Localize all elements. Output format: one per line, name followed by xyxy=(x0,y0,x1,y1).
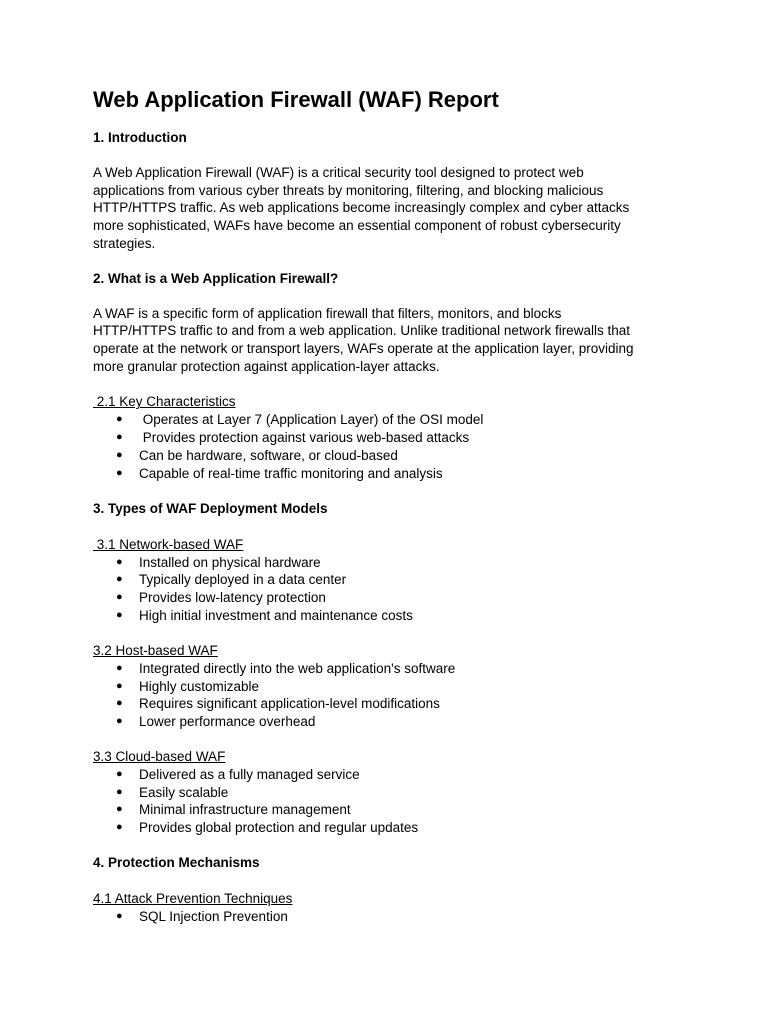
list-item: ● Highly customizable xyxy=(116,678,260,694)
attack-prevention-list xyxy=(93,908,693,926)
document-page xyxy=(93,84,693,926)
paragraph-line: strategies. xyxy=(93,235,156,251)
host-based-list xyxy=(93,660,693,731)
key-characteristics-list xyxy=(93,411,693,482)
list-item: ● Minimal infrastructure management xyxy=(116,802,351,818)
what-is-waf-paragraph xyxy=(93,305,693,376)
cloud-based-list xyxy=(93,766,693,837)
bullet-icon: ● xyxy=(116,697,123,710)
list-item: ● Requires significant application-level modifications xyxy=(116,696,440,712)
list-item: ● Provides protection against various web-based attacks xyxy=(116,430,470,446)
paragraph-line: more granular protection against application-layer attacks. xyxy=(93,358,440,374)
bullet-icon: ● xyxy=(116,555,123,568)
section-heading-deployment-models: 3. Types of WAF Deployment Models xyxy=(93,500,328,516)
bullet-icon: ● xyxy=(116,431,123,444)
list-item: ● Typically deployed in a data center xyxy=(116,572,347,588)
paragraph-line: applications from various cyber threats by monitoring, filtering, and blocking malicious xyxy=(93,182,604,198)
list-item: ● Easily scalable xyxy=(116,784,229,800)
document-title: Web Application Firewall (WAF) Report xyxy=(93,87,499,112)
subsection-title-network-based: 3.1 Network-based WAF xyxy=(93,536,244,552)
introduction-paragraph xyxy=(93,164,693,253)
subsection-title-host-based: 3.2 Host-based WAF xyxy=(93,642,218,658)
bullet-icon: ● xyxy=(116,910,123,923)
subsection-title-cloud-based: 3.3 Cloud-based WAF xyxy=(93,748,226,764)
list-item: ● Capable of real-time traffic monitoring and analysis xyxy=(116,465,443,481)
list-item: ● Provides global protection and regular updates xyxy=(116,820,419,836)
paragraph-line: A WAF is a specific form of application firewall that filters, monitors, and blocks xyxy=(93,305,562,321)
bullet-icon: ● xyxy=(116,785,123,798)
list-item: ● High initial investment and maintenance costs xyxy=(116,607,413,623)
bullet-icon: ● xyxy=(116,448,123,461)
paragraph-line: operate at the network or transport layers, WAFs operate at the application layer, providing xyxy=(93,340,634,356)
list-item: ● Lower performance overhead xyxy=(116,714,316,730)
section-heading-introduction: 1. Introduction xyxy=(93,130,187,145)
paragraph-line: HTTP/HTTPS traffic. As web applications become increasingly complex and cyber attacks xyxy=(93,200,630,216)
subsection-title-attack-prevention: 4.1 Attack Prevention Techniques xyxy=(93,891,293,907)
list-item: ● Delivered as a fully managed service xyxy=(116,766,360,782)
bullet-icon: ● xyxy=(116,608,123,621)
network-based-list xyxy=(93,554,693,625)
paragraph-line: HTTP/HTTPS traffic to and from a web application. Unlike traditional network firewalls that xyxy=(93,323,630,339)
list-item: ● SQL Injection Prevention xyxy=(116,909,288,925)
bullet-icon: ● xyxy=(116,767,123,780)
bullet-icon: ● xyxy=(116,661,123,674)
bullet-icon: ● xyxy=(116,466,123,479)
list-item: ● Integrated directly into the web application's software xyxy=(116,660,456,676)
bullet-icon: ● xyxy=(116,821,123,834)
section-heading-protection-mechanisms: 4. Protection Mechanisms xyxy=(93,855,260,871)
bullet-icon: ● xyxy=(116,413,123,426)
bullet-icon: ● xyxy=(116,715,123,728)
subsection-title-key-characteristics: 2.1 Key Characteristics xyxy=(93,394,236,410)
bullet-icon: ● xyxy=(116,679,123,692)
list-item: ● Can be hardware, software, or cloud-based xyxy=(116,447,398,463)
bullet-icon: ● xyxy=(116,591,123,604)
bullet-icon: ● xyxy=(116,803,123,816)
section-heading-what-is-waf: 2. What is a Web Application Firewall? xyxy=(93,270,339,286)
list-item: ● Provides low-latency protection xyxy=(116,590,326,606)
bullet-icon: ● xyxy=(116,573,123,586)
list-item: ● Operates at Layer 7 (Application Layer) of the OSI model xyxy=(116,412,484,428)
paragraph-line: A Web Application Firewall (WAF) is a critical security tool designed to protect web xyxy=(93,165,584,180)
paragraph-line: more sophisticated, WAFs have become an essential component of robust cybersecurity xyxy=(93,218,621,234)
list-item: ● Installed on physical hardware xyxy=(116,554,321,570)
